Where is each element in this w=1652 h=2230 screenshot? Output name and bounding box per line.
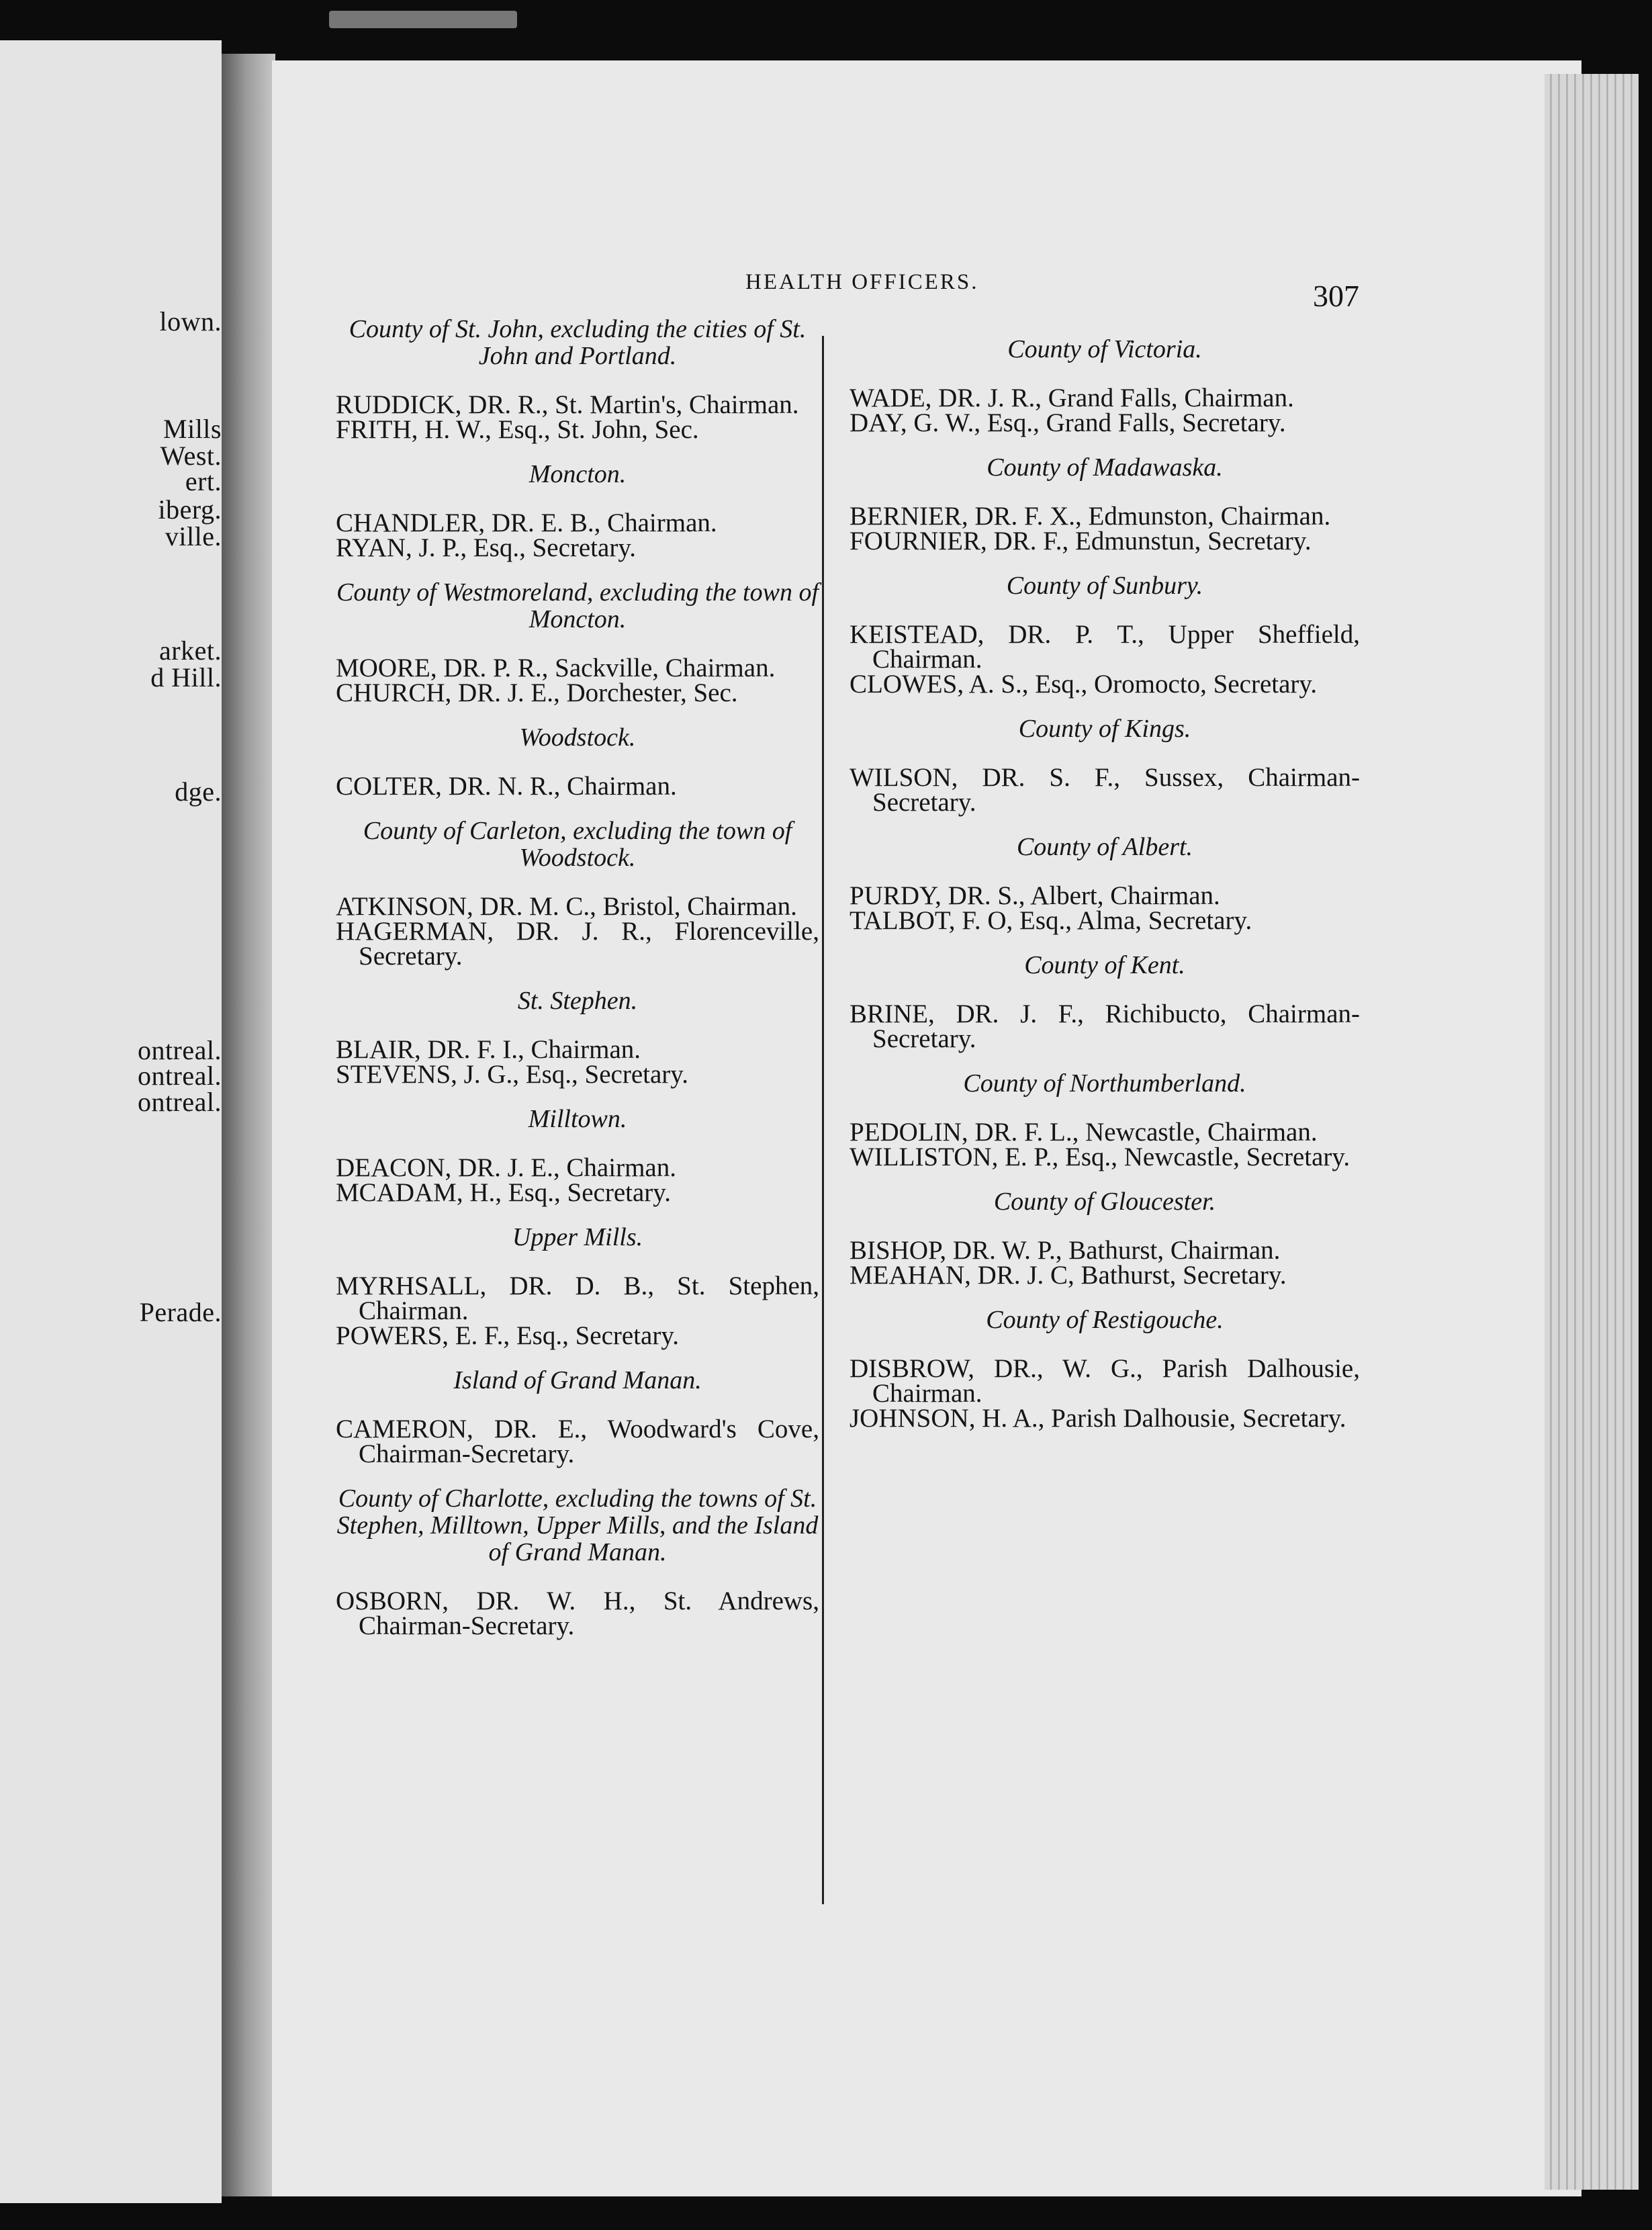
column-divider (822, 336, 824, 1904)
right-column (850, 336, 1360, 1450)
officer-entry: TALBOT, F. O, Esq., Alma, Secretary. (850, 906, 1252, 935)
health-district-section (850, 572, 1360, 697)
facing-page-fragment: Perade. (139, 1297, 222, 1327)
page-edges (1545, 74, 1639, 2190)
health-district-section (336, 987, 819, 1087)
facing-page-fragment: West. (160, 441, 222, 471)
facing-page-fragment: ontreal. (137, 1087, 222, 1117)
district-heading: County of St. John, excluding the cities of St. John and Portland. (349, 315, 807, 370)
health-district-section (336, 316, 819, 442)
officer-entry: RYAN, J. P., Esq., Secretary. (336, 533, 637, 562)
district-heading: County of Sunbury. (1006, 572, 1203, 600)
health-district-section (336, 1485, 819, 1638)
officer-entry: COLTER, DR. N. R., Chairman. (336, 772, 677, 801)
officer-entry: CHANDLER, DR. E. B., Chairman. (336, 508, 717, 537)
officer-entry: MYRHSALL, DR. D. B., St. Stephen, Chairman. (336, 1272, 819, 1325)
district-heading: Milltown. (528, 1105, 627, 1133)
health-district-section (850, 715, 1360, 815)
left-column (336, 316, 819, 1657)
district-heading: Woodstock. (519, 723, 636, 752)
health-district-section (850, 834, 1360, 933)
officer-entry: OSBORN, DR. W. H., St. Andrews, Chairman-Secretary. (336, 1587, 819, 1640)
facing-page-fragment: arket. (159, 635, 222, 666)
health-district-section (336, 461, 819, 560)
officer-entry: HAGERMAN, DR. J. R., Florenceville, Secretary. (336, 917, 819, 971)
scan-smudge (329, 11, 517, 28)
officer-entry: WILSON, DR. S. F., Sussex, Chairman-Secretary. (850, 763, 1360, 817)
health-district-section (850, 336, 1360, 435)
facing-page-fragment: ontreal. (137, 1035, 222, 1065)
officer-entry: BRINE, DR. J. F., Richibucto, Chairman-Secretary. (850, 999, 1360, 1053)
district-heading: Island of Grand Manan. (453, 1366, 702, 1394)
district-heading: County of Madawaska. (986, 453, 1223, 482)
officer-entry: MOORE, DR. P. R., Sackville, Chairman. (336, 654, 776, 682)
district-heading: County of Gloucester. (993, 1188, 1216, 1216)
facing-page-fragment: ville. (165, 521, 222, 551)
health-district-section (336, 579, 819, 705)
district-heading: County of Westmoreland, excluding the town of Moncton. (336, 578, 819, 633)
district-heading: County of Charlotte, excluding the towns of St. Stephen, Milltown, Upper Mills, and the Island of Grand Manan. (336, 1484, 819, 1566)
health-district-section (336, 1224, 819, 1348)
officer-entry: PURDY, DR. S., Albert, Chairman. (850, 881, 1220, 910)
officer-entry: CLOWES, A. S., Esq., Oromocto, Secretary. (850, 670, 1318, 699)
facing-page-fragment: iberg. (158, 494, 222, 525)
facing-page-fragment: lown. (159, 306, 222, 337)
health-district-section (850, 1188, 1360, 1288)
officer-entry: JOHNSON, H. A., Parish Dalhousie, Secretary. (850, 1404, 1346, 1433)
district-heading: County of Victoria. (1007, 335, 1202, 363)
district-heading: County of Restigouche. (986, 1306, 1224, 1334)
facing-page-fragment: d Hill. (150, 662, 222, 693)
officer-entry: RUDDICK, DR. R., St. Martin's, Chairman. (336, 390, 799, 419)
health-district-section (850, 454, 1360, 553)
district-heading: County of Kent. (1024, 951, 1185, 979)
facing-page-fragment: ontreal. (137, 1061, 222, 1091)
officer-entry: MEAHAN, DR. J. C, Bathurst, Secretary. (850, 1261, 1287, 1290)
district-heading: County of Kings. (1018, 715, 1191, 743)
officer-entry: KEISTEAD, DR. P. T., Upper Sheffield, Chairman. (850, 620, 1360, 674)
officer-entry: ATKINSON, DR. M. C., Bristol, Chairman. (336, 892, 797, 921)
officer-entry: WILLISTON, E. P., Esq., Newcastle, Secretary. (850, 1143, 1350, 1171)
officer-entry: STEVENS, J. G., Esq., Secretary. (336, 1060, 688, 1089)
health-district-section (336, 817, 819, 969)
district-heading: County of Carleton, excluding the town of Woodstock. (363, 817, 792, 872)
officer-entry: POWERS, E. F., Esq., Secretary. (336, 1321, 680, 1350)
health-district-section (850, 1070, 1360, 1169)
officer-entry: BERNIER, DR. F. X., Edmunston, Chairman. (850, 502, 1331, 531)
district-heading: St. Stephen. (517, 987, 638, 1015)
officer-entry: DAY, G. W., Esq., Grand Falls, Secretary. (850, 408, 1286, 437)
district-heading: Moncton. (529, 460, 627, 488)
health-district-section (336, 724, 819, 799)
facing-page-fragment: Mills (163, 414, 222, 444)
page-number: 307 (1313, 279, 1359, 313)
officer-entry: DISBROW, DR., W. G., Parish Dalhousie, Chairman. (850, 1354, 1360, 1408)
health-district-section (850, 1306, 1360, 1431)
officer-entry: CAMERON, DR. E., Woodward's Cove, Chairman-Secretary. (336, 1415, 819, 1468)
book-gutter (222, 54, 275, 2196)
officer-entry: DEACON, DR. J. E., Chairman. (336, 1153, 676, 1182)
facing-page-fragment: dge. (175, 776, 222, 807)
health-district-section (336, 1367, 819, 1466)
district-heading: Upper Mills. (512, 1223, 643, 1251)
officer-entry: FRITH, H. W., Esq., St. John, Sec. (336, 415, 699, 444)
officer-entry: BLAIR, DR. F. I., Chairman. (336, 1035, 641, 1064)
officer-entry: PEDOLIN, DR. F. L., Newcastle, Chairman. (850, 1118, 1318, 1147)
officer-entry: FOURNIER, DR. F., Edmunstun, Secretary. (850, 527, 1312, 555)
officer-entry: MCADAM, H., Esq., Secretary. (336, 1178, 671, 1207)
district-heading: County of Northumberland. (963, 1069, 1246, 1098)
officer-entry: WADE, DR. J. R., Grand Falls, Chairman. (850, 384, 1294, 412)
officer-entry: CHURCH, DR. J. E., Dorchester, Sec. (336, 678, 738, 707)
health-district-section (850, 952, 1360, 1051)
facing-page (0, 40, 222, 2203)
officer-entry: BISHOP, DR. W. P., Bathurst, Chairman. (850, 1236, 1281, 1265)
health-district-section (336, 1106, 819, 1205)
facing-page-fragment: ert. (185, 466, 222, 496)
district-heading: County of Albert. (1016, 833, 1193, 861)
running-header: HEALTH OFFICERS. (745, 270, 979, 294)
